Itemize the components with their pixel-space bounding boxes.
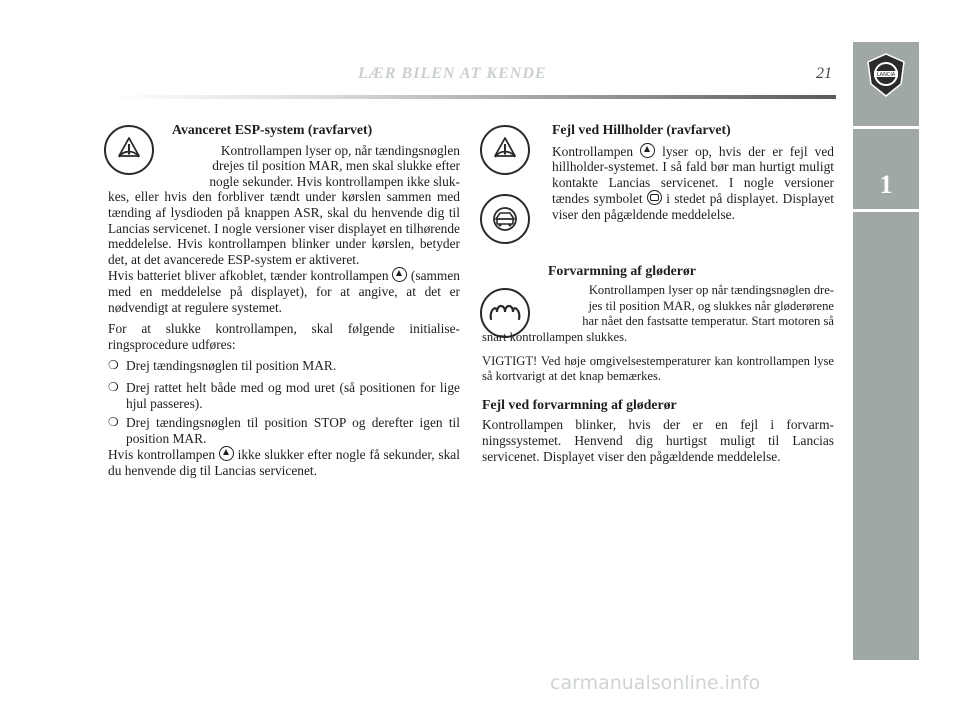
sidebar-divider-bottom [853, 209, 919, 212]
lancia-logo [865, 52, 907, 98]
esp-heading: Avanceret ESP-system (ravfarvet) [172, 122, 373, 137]
init-paragraph: For at slukke kontrollampen, skal følgende initialiseringsprocedure udføres: [108, 321, 460, 352]
sidebar-divider-top [853, 126, 919, 129]
hillholder-text-a: Kontrollampen [552, 143, 634, 159]
list-item [108, 358, 460, 374]
esp-body: kes, eller hvis den forbliver tændt under kørslen sammen med tænding af lysdioden på knappen ASR, skal du henvende dig til Lancias servicenet. I nogle versioner viser displayet en tilhørende meddelelse. Hvis kontrollampen blinker under kørslen, betyder det, at det avancerede ESP-system er aktiveret. [108, 189, 460, 267]
hillholder-small-icon [640, 143, 655, 158]
hillholder-heading: Fejl ved Hillholder (ravfarvet) [552, 122, 731, 137]
glow-line-3: har nået den fastsatte temperatur. Start motoren så [582, 314, 834, 329]
battery-text-b: (sammen med en meddelelse på displayet), for at angive, at det er nødvendigt at regulere systemet. [108, 268, 460, 315]
glow-line-2: jes til position MAR, og slukkes når gløderørene [588, 298, 834, 313]
list-item [108, 380, 460, 411]
bullet-text: Drej rattet helt både med og mod uret (så positionen for lige hjul passeres). [126, 379, 460, 411]
battery-paragraph [108, 267, 460, 315]
esp-small-icon [392, 267, 407, 282]
battery-text-a: Hvis batteriet bliver afkoblet, tænder kontrollampen [108, 268, 389, 284]
glow-end: snart kontrollampen slukkes. [482, 329, 628, 344]
bullet-text: Drej tændingsnøglen til position STOP og derefter igen til position MAR. [126, 415, 460, 446]
esp-small-icon [219, 446, 234, 461]
hillholder-text-b: lyser op, hvis der er fejl ved hillholder-systemet. I så fald bør man hurtigt muligt kontakte Lancias servicenet. I nogle versioner tændes symbolet [552, 143, 834, 207]
chapter-number: 1 [879, 170, 893, 199]
final-text-a: Hvis kontrollampen [108, 447, 216, 463]
final-text-b: ikke slukker efter nogle få sekunder, skal du henvende dig til Lancias servicenet. [108, 447, 460, 478]
hillholder-text-c: i stedet på displayet. Displayet viser den pågældende meddelelse. [552, 191, 834, 222]
bullet-marker: ❍ [108, 358, 119, 373]
important-note: VIGTIGT! Ved høje omgivelsestemperaturer kan kontrollampen lyse så kortvarigt at det knap bemærkes. [482, 353, 834, 384]
bullet-text: Drej tændingsnøglen til position MAR. [126, 358, 337, 374]
esp-intro-line-3: nogle sekunder. Hvis kontrollampen ikke sluk- [209, 173, 460, 189]
header-rule [108, 95, 836, 99]
esp-intro-line-1: Kontrollampen lyser op, når tændingsnøglen [220, 142, 460, 158]
watermark: carmanualsonline.info [550, 672, 761, 694]
svg-text:LANCIA: LANCIA [876, 72, 896, 78]
fault-heading: Fejl ved forvarmning af gløderør [482, 396, 677, 412]
glow-heading: Forvarmning af gløderør [548, 262, 696, 278]
section-title: LÆR BILEN AT KENDE [358, 65, 547, 82]
bullet-marker: ❍ [108, 415, 119, 430]
right-column [482, 122, 834, 464]
fault-paragraph: Kontrollampen blinker, hvis der er en fejl i forvarmningssystemet. Henvend dig hurtigst muligt til Lancias servicenet. Displayet viser den pågældende meddelelse. [482, 417, 834, 464]
glow-line-1: Kontrollampen lyser op når tændingsnøglen dre- [588, 283, 834, 298]
page-number: 21 [816, 65, 832, 82]
hillholder-car-small-icon [647, 190, 662, 205]
hillholder-paragraph [552, 143, 834, 223]
final-paragraph [108, 446, 460, 478]
list-item [108, 415, 460, 446]
bullet-marker: ❍ [108, 379, 119, 394]
chapter-sidebar [853, 42, 919, 660]
left-column [108, 122, 460, 478]
esp-intro-line-2: drejes til position MAR, men skal slukke efter [212, 158, 460, 174]
